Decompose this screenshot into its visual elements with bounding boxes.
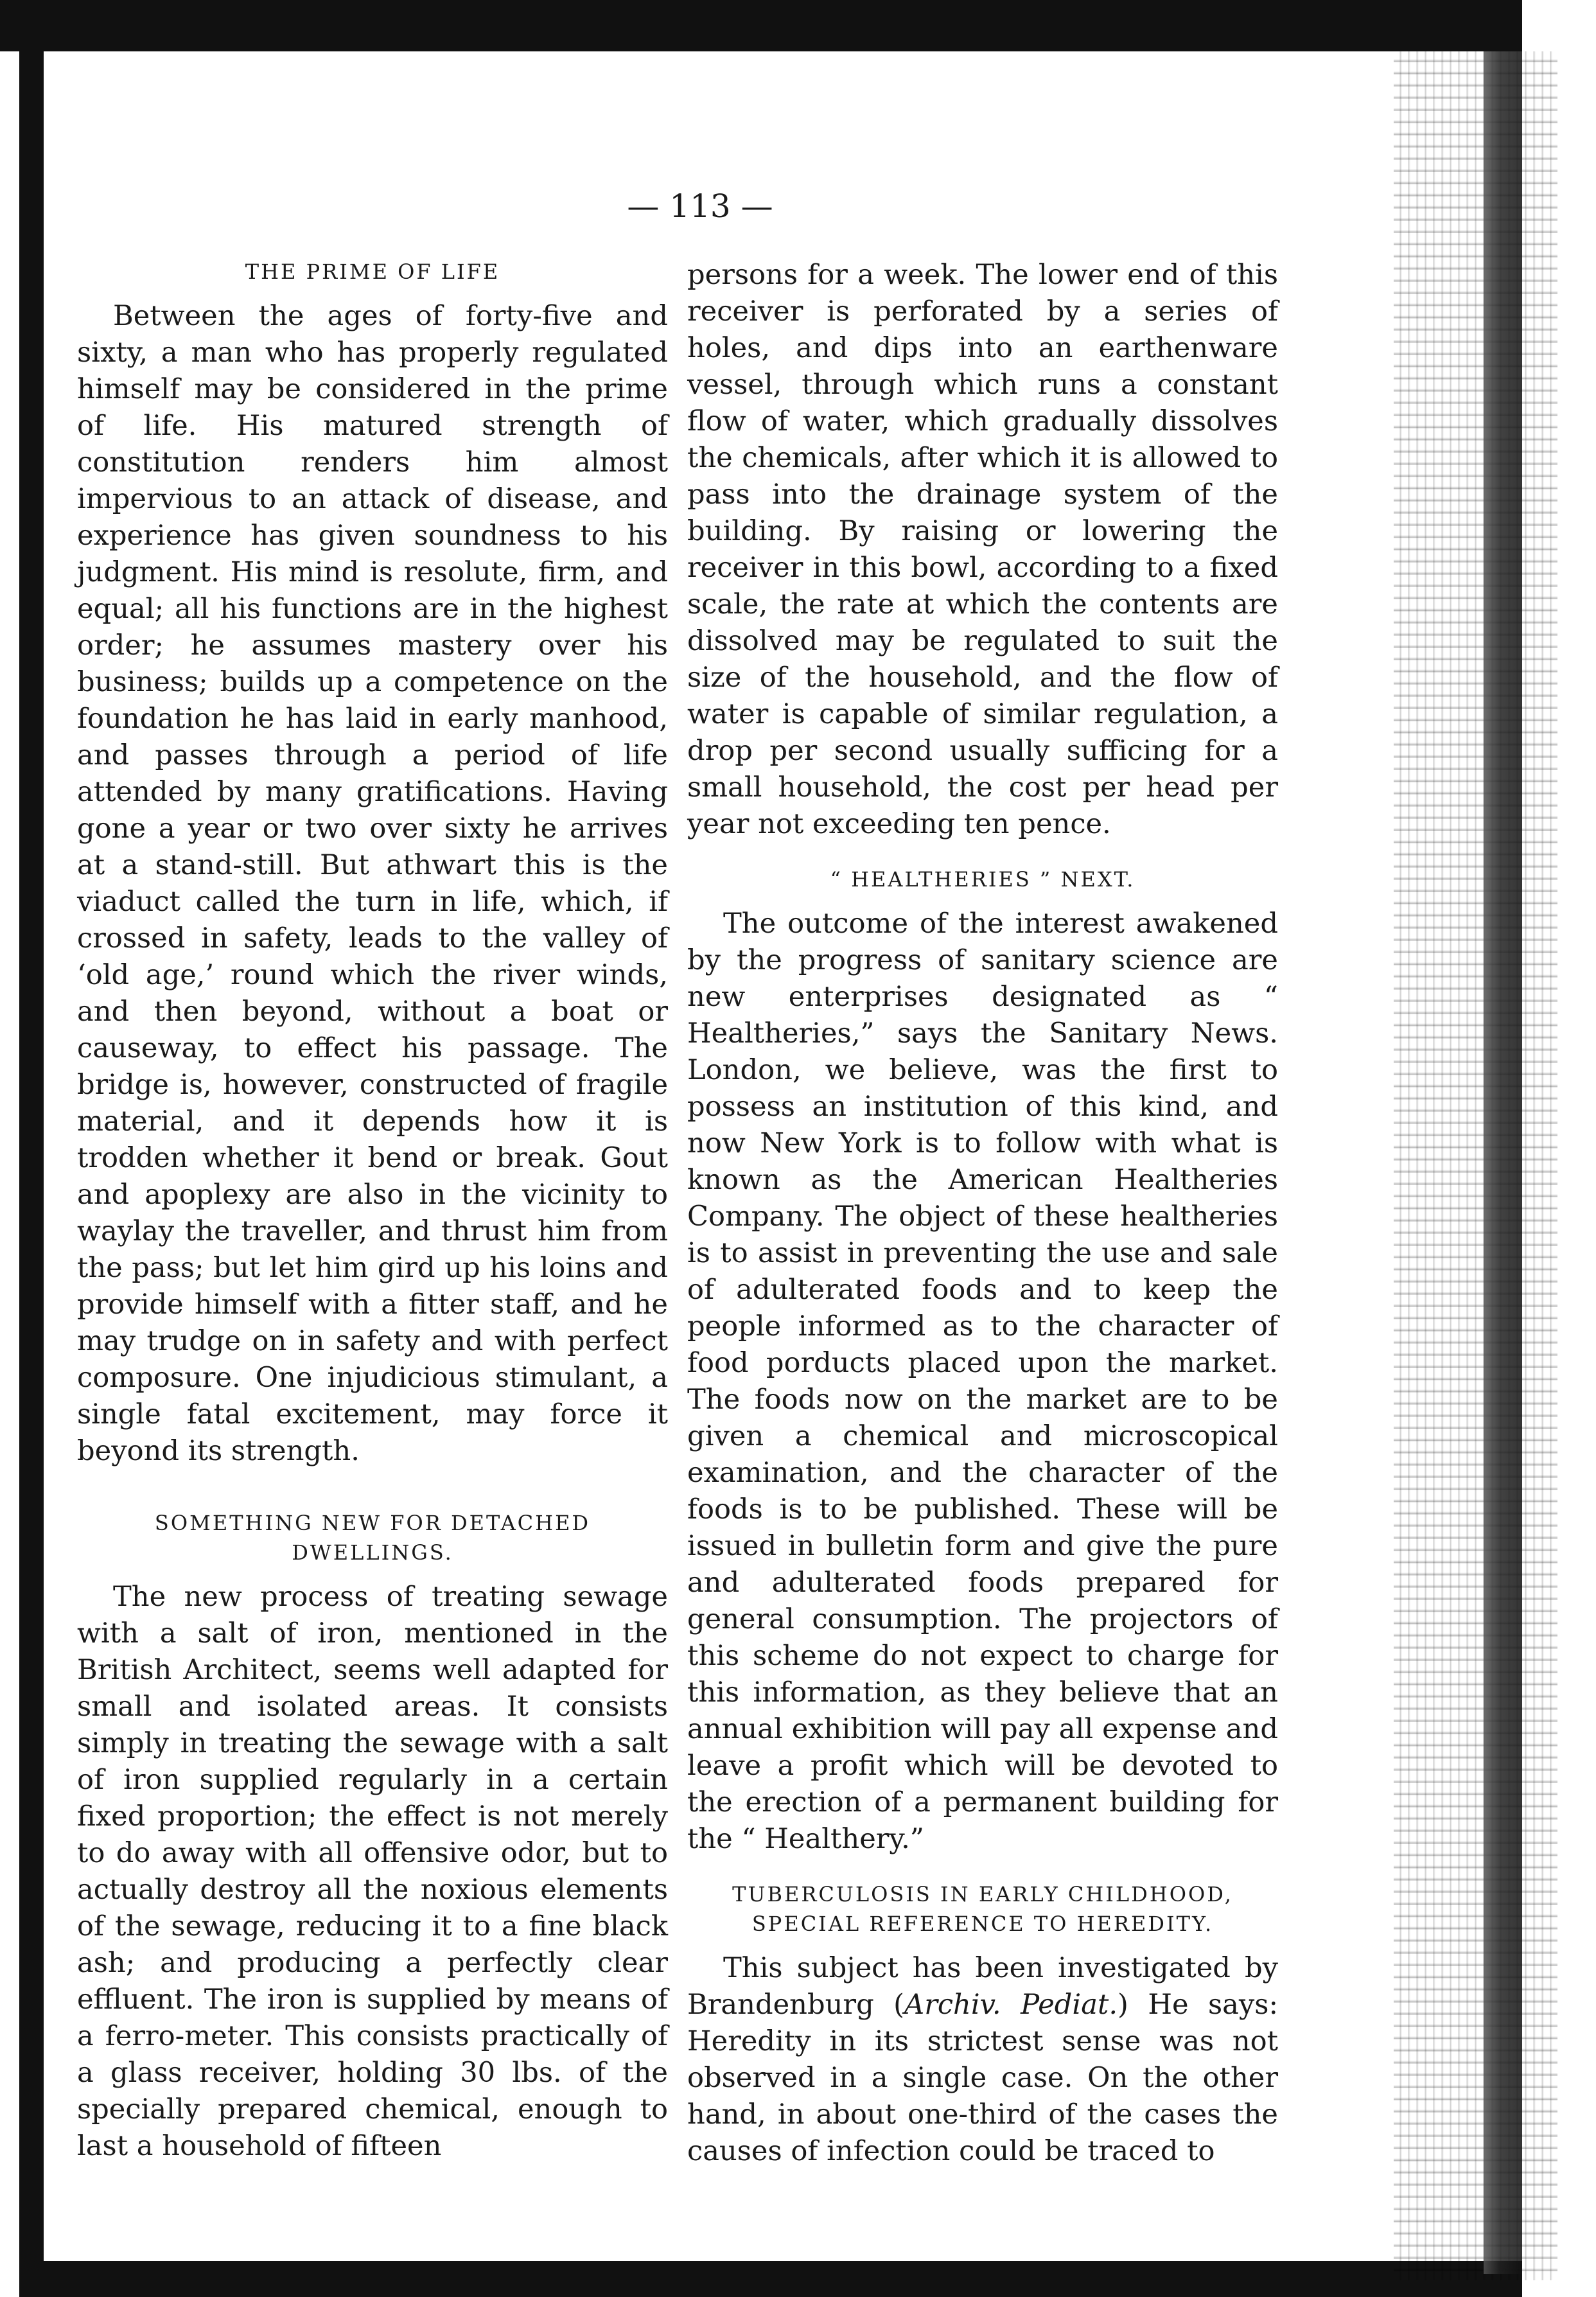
section-heading-tuberculosis-line1: TUBERCULOSIS IN EARLY CHILDHOOD, (732, 1882, 1233, 1906)
section-heading-prime-of-life: THE PRIME OF LIFE (245, 260, 500, 284)
section-body-tuberculosis (687, 1950, 1278, 2170)
scan-border-left (19, 51, 44, 2297)
section-heading-tuberculosis-line2: SPECIAL REFERENCE TO HEREDITY. (751, 1912, 1214, 1936)
section-heading-tuberculosis (687, 1879, 1278, 1939)
scan-border-top (0, 0, 1522, 51)
scan-noise-right (1394, 51, 1557, 2280)
right-column (687, 257, 1278, 2170)
section-body-healtheries: The outcome of the interest awakened by the progress of sanitary science are new enterprises designated as “ Healtheries,” says the Sanitary News. London, we believe, was the first to possess an institution of this kind, and now New York is to follow with what is known as the American Healtheries Company. The object of these healtheries is to assist in preventing the use and sale of adulterated foods and to keep the people informed as to the character of food porducts placed upon the market. The foods now on the market are to be given a chemical and microscopical examination, and the character of the foods is to be published. These will be issued in bulletin form and give the pure and adulterated foods prepared for general consumption. The projectors of this scheme do not expect to charge for this information, as they believe that an annual exhibition will pay all expense and leave a profit which will be devoted to the erection of a permanent building for the “ Healthery.” (687, 908, 1278, 1855)
citation-journal: Archiv. Pediat. (904, 1989, 1118, 2021)
tuberculosis-text-end: ) He says: Heredity in its strictest sense was not observed in a single case. On the other hand, in about one-third of the cases the causes of infection could be traced to (687, 1989, 1278, 2167)
page-number: — 113 — (627, 188, 773, 225)
section-body-prime-of-life: Between the ages of forty-five and sixty, a man who has properly regulated himself may be considered in the prime of life. His matured strength of constitution renders him almost impervious to an attack of disease, and experience has given soundness to his judgment. His mind is resolute, firm, and equal; all his functions are in the highest order; he assumes mastery over his business; builds up a competence on the foundation he has laid in early manhood, and passes through a period of life attended by many gratifications. Having gone a year or two over sixty he arrives at a stand-still. But athwart this is the viaduct called the turn in life, which, if crossed in safety, leads to the valley of ‘old age,’ round which the river winds, and then beyond, without a boat or causeway, to effect his passage. The bridge is, however, constructed of fragile material, and it depends how it is trodden whether it bend or break. Gout and apoplexy are also in the vicinity to waylay the traveller, and thrust him from the pass; but let him gird up his loins and provide himself with a fitter staff, and he may trudge on in safety and with perfect composure. One injudicious stimulant, a single fatal excitement, may force it beyond its strength. (77, 300, 668, 1467)
tuberculosis-text-start: This subject has been investigated by Brandenburg ( (687, 1952, 1278, 2021)
left-column (77, 257, 668, 2165)
section-heading-detached-dwellings-text: SOMETHING NEW FOR DETACHED DWELLINGS. (154, 1511, 591, 1565)
section-heading-detached-dwellings (77, 1508, 668, 1567)
section-body-detached-dwellings: The new process of treating sewage with a salt of iron, mentioned in the British Architect, seems well adapted for small and isolated areas. It consists simply in treating the sewage with a salt of iron supplied regularly in a certain fixed proportion; the effect is not merely to do away with all offensive odor, but to actually destroy all the noxious elements of the sewage, reducing it to a fine black ash; and producing a perfectly clear effluent. The iron is supplied by means of a ferro-meter. This consists practically of a glass receiver, holding 30 lbs. of the specially prepared chemical, enough to last a household of fifteen (77, 1581, 668, 2162)
scan-border-right (1484, 51, 1522, 2274)
section-heading-healtheries: “ HEALTHERIES ” NEXT. (830, 867, 1136, 892)
continuation-paragraph: persons for a week. The lower end of this receiver is perforated by a series of holes, and dips into an earthenware vessel, through which runs a constant flow of water, which gradually dissolves the chemicals, after which it is allowed to pass into the drainage system of the building. By raising or lowering the receiver in this bowl, according to a fixed scale, the rate at which the contents are dissolved may be regulated to suit the size of the household, and the flow of water is capable of similar regulation, a drop per second usually sufficing for a small household, the cost per head per year not exceeding ten pence. (687, 259, 1278, 840)
scan-border-bottom (19, 2261, 1522, 2297)
